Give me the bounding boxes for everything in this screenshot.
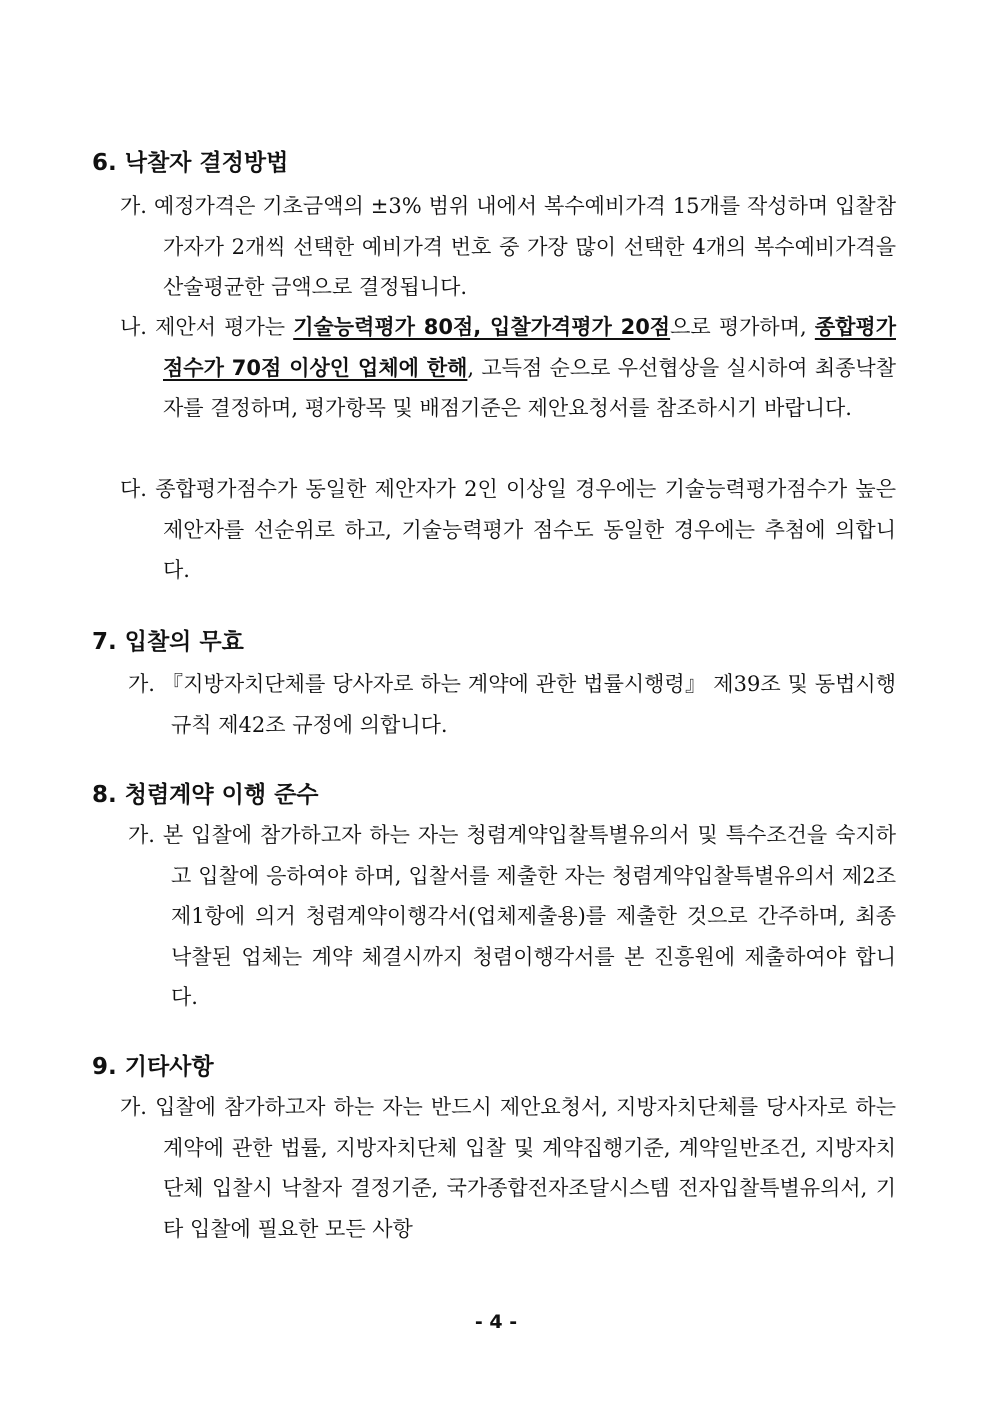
emphasis-technical-price-score: 기술능력평가 80점, 입찰가격평가 20점	[293, 315, 671, 339]
emphasis-min-score-requirement: 종합평가점수가 70점 이상인 업체에 한해	[163, 315, 896, 380]
section-6-item-na-text-1: 나. 제안서 평가는	[120, 315, 294, 339]
section-6-item-da: 다. 종합평가점수가 동일한 제안자가 2인 이상일 경우에는 기술능력평가점수가 높은 제안자를 선순위로 하고, 기술능력평가 점수도 동일한 경우에는 추첨에 의합니다.	[120, 477, 896, 582]
section-heading-7: 7. 입찰의 무효	[92, 629, 244, 655]
section-heading-6: 6. 낙찰자 결정방법	[92, 150, 289, 176]
section-6-item-ga: 가. 예정가격은 기초금액의 ±3% 범위 내에서 복수예비가격 15개를 작성하며 입찰참가자가 2개씩 선택한 예비가격 번호 중 가장 많이 선택한 4개의 복수예비가격을 산술평균한 금액으로 결정됩니다.	[120, 194, 896, 299]
section-heading-9: 9. 기타사항	[92, 1054, 214, 1080]
section-heading-8: 8. 청렴계약 이행 준수	[92, 782, 319, 808]
page-number: - 4 -	[474, 1311, 518, 1333]
section-6-item-na-text-2: 으로 평가하며,	[670, 315, 815, 339]
section-8-item-ga: 가. 본 입찰에 참가하고자 하는 자는 청렴계약입찰특별유의서 및 특수조건을 숙지하고 입찰에 응하여야 하며, 입찰서를 제출한 자는 청렴계약입찰특별유의서 제2조 제1항에 의거 청렴계약이행각서(업체제출용)를 제출한 것으로 간주하며, 최종 낙찰된 업체는 계약 체결시까지 청렴이행각서를 본 진흥원에 제출하여야 합니다.	[128, 823, 896, 1009]
section-6-item-na-text-3: , 고득점 순으로 우선협상을 실시하여 최종낙찰자를 결정하며, 평가항목 및 배점기준은 제안요청서를 참조하시기 바랍니다.	[163, 355, 897, 420]
section-7-item-ga: 가. 『지방자치단체를 당사자로 하는 계약에 관한 법률시행령』 제39조 및 동법시행규칙 제42조 규정에 의합니다.	[128, 672, 896, 737]
section-9-item-ga: 가. 입찰에 참가하고자 하는 자는 반드시 제안요청서, 지방자치단체를 당사자로 하는 계약에 관한 법률, 지방자치단체 입찰 및 계약집행기준, 계약일반조건, 지방자치단체 입찰시 낙찰자 결정기준, 국가종합전자조달시스템 전자입찰특별유의서, 기타 입찰에 필요한 모든 사항	[120, 1095, 896, 1241]
section-6-item-na	[120, 307, 896, 429]
